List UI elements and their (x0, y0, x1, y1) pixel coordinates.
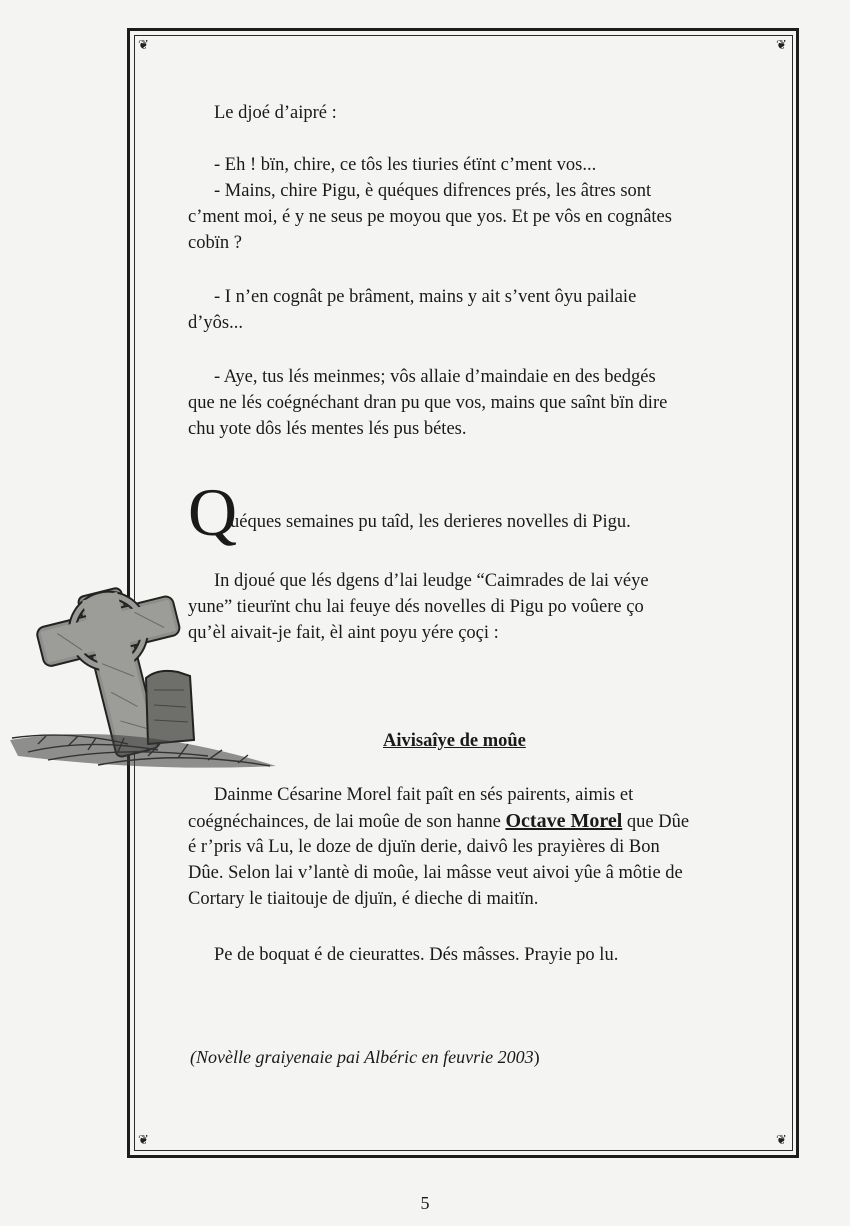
page-number: 5 (420, 1193, 430, 1213)
corner-ornament-icon: ❦ (138, 1132, 149, 1147)
text-line: yune” tieurïnt chu lai feuye dés novelles di Pigu po voûere ço (188, 597, 644, 617)
text-segment: que Dûe (622, 812, 690, 832)
corner-ornament-icon: ❦ (776, 37, 787, 52)
text-line: - I n’en cognât pe brâment, mains y ait s’vent ôyu pailaie (214, 287, 637, 307)
author-note-close: ) (533, 1047, 540, 1067)
text-line: Cortary le tiaitouje de djuïn, é dieche di maitïn. (188, 889, 539, 909)
paragraph-closing: Pe de boquat é de cieurattes. Dés mâsses. Prayie po lu. (214, 945, 619, 965)
text-line: In djoué que lés dgens d’lai leudge “Caimrades de lai véye (214, 571, 649, 591)
text-line: - Mains, chire Pigu, è quéques difrences prés, les âtres sont (214, 181, 652, 201)
notice-heading-text: Aivisaîye de moûe (383, 731, 526, 751)
text-line: - Aye, tus lés meinmes; vôs allaie d’maindaie en des bedgés (214, 367, 656, 387)
text-line: que ne lés coégnéchant dran pu que vos, mains que saînt bïn dire (188, 393, 668, 413)
text-line: é r’pris vâ Lu, le doze de djuïn derie, daivô les prayières di Bon (188, 837, 660, 857)
text-line: Dainme Césarine Morel fait paît en sés pairents, aimis et (214, 785, 634, 805)
dropcap-letter: Q (188, 474, 238, 550)
text-line: d’yôs... (188, 313, 243, 333)
author-note-text: (Novèlle graiyenaie pai Albéric en feuvrie 2003 (190, 1047, 534, 1067)
text-line: chu yote dôs lés mentes lés pus bétes. (188, 419, 467, 439)
author-note (190, 1047, 540, 1068)
dropcap-paragraph (188, 474, 748, 550)
text-line: qu’èl aivait-je fait, èl aint poyu yére çoçi : (188, 623, 499, 643)
text-line: Dûe. Selon lai v’lantè di moûe, lai mâsse veut aivoi yûe â môtie de (188, 863, 683, 883)
paragraph-intro: Le djoé d’aipré : (214, 103, 337, 123)
dropcap-text: uéques semaines pu taîd, les derieres novelles di Pigu. (230, 512, 631, 532)
corner-ornament-icon: ❦ (138, 37, 149, 52)
text-segment: coégnéchainces, de lai moûe de son hanne (188, 812, 506, 832)
text-line: - Eh ! bïn, chire, ce tôs les tiuries étïnt c’ment vos... (214, 155, 597, 175)
text-line: c’ment moi, é y ne seus pe moyou que yos. Et pe vôs en cognâtes (188, 207, 672, 227)
text-line (188, 808, 748, 835)
deceased-name: Octave Morel (505, 810, 623, 832)
corner-ornament-icon: ❦ (776, 1132, 787, 1147)
text-line: cobïn ? (188, 233, 242, 253)
celtic-cross-gravestone-icon (8, 560, 278, 785)
